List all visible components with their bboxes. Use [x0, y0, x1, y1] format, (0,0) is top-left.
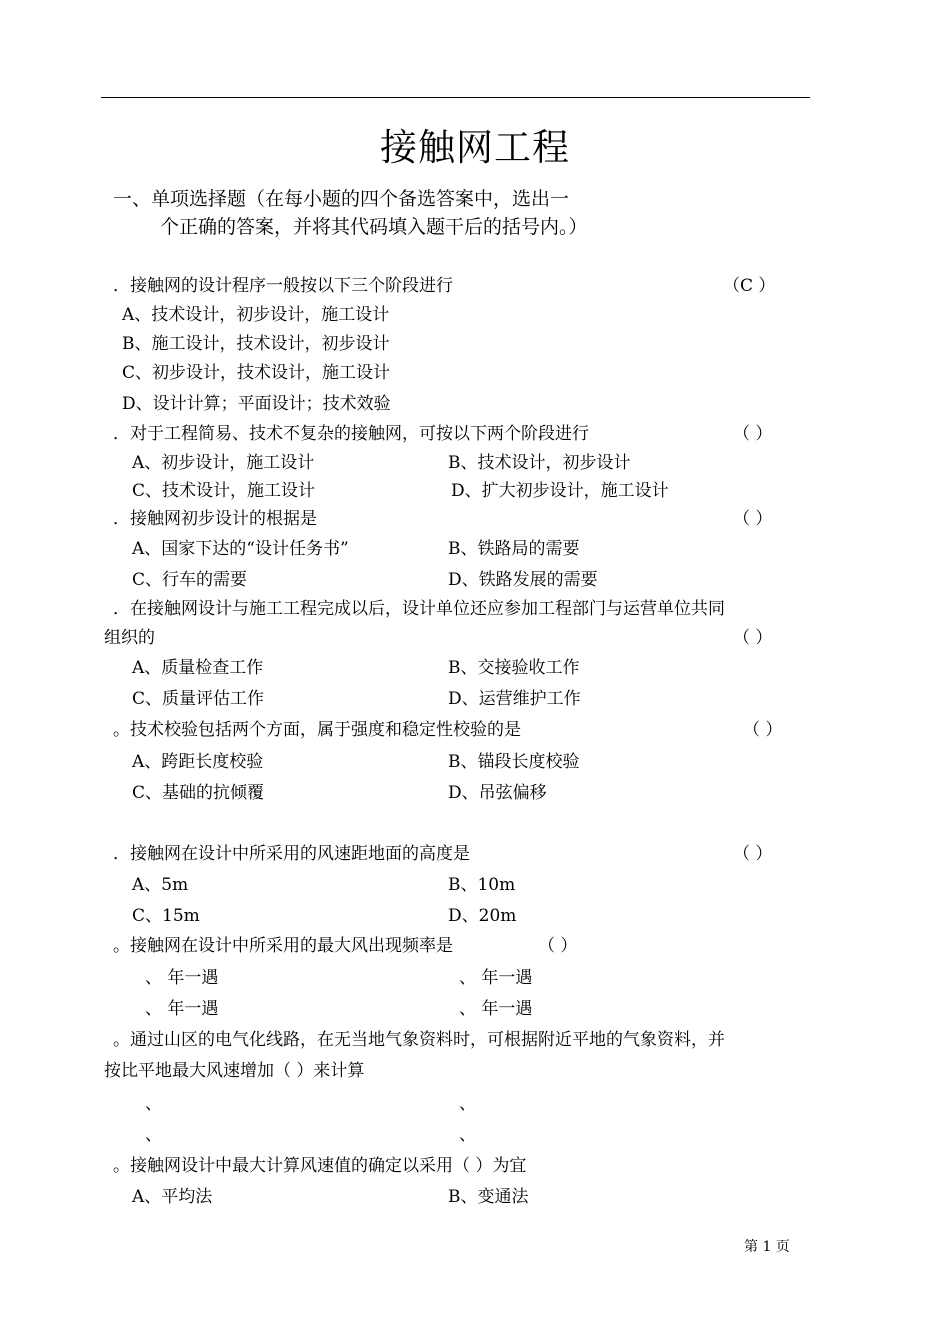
- question-3-answer: （ ）: [733, 509, 773, 529]
- question-4-stem: ．在接触网设计与施工工程完成以后，设计单位还应参加工程部门与运营单位共同: [113, 599, 725, 619]
- question-3-stem: ．接触网初步设计的根据是: [113, 509, 317, 529]
- question-3-option-a: A、国家下达的“设计任务书”: [132, 539, 349, 559]
- question-7-option-d: 、 年一遇: [459, 999, 533, 1019]
- question-5-option-c: C、基础的抗倾覆: [132, 783, 265, 803]
- question-8-stem: 。通过山区的电气化线路，在无当地气象资料时，可根据附近平地的气象资料，并: [113, 1030, 725, 1050]
- question-6-option-d: D、20m: [448, 906, 517, 926]
- question-3-option-d: D、铁路发展的需要: [448, 570, 598, 590]
- question-2-answer: （ ）: [733, 424, 773, 444]
- question-2-option-b: B、技术设计，初步设计: [448, 453, 631, 473]
- question-4-option-d: D、运营维护工作: [448, 689, 581, 709]
- question-2-stem: ．对于工程简易、技术不复杂的接触网，可按以下两个阶段进行: [113, 424, 589, 444]
- question-6-option-b: B、10m: [448, 875, 516, 895]
- question-5-option-a: A、跨距长度校验: [132, 752, 264, 772]
- question-9-stem: 。接触网设计中最大计算风速值的确定以采用（ ）为宜: [113, 1156, 527, 1176]
- question-4-option-a: A、质量检查工作: [132, 658, 264, 678]
- question-1-option-b: B、施工设计，技术设计，初步设计: [122, 334, 390, 354]
- question-6-option-c: C、15m: [132, 906, 200, 926]
- question-6-answer: （ ）: [733, 844, 773, 864]
- question-5-stem: 。技术校验包括两个方面，属于强度和稳定性校验的是: [113, 720, 521, 740]
- question-9-option-a: A、平均法: [132, 1187, 213, 1207]
- question-6-stem: ．接触网在设计中所采用的风速距地面的高度是: [113, 844, 470, 864]
- question-2-option-a: A、初步设计，施工设计: [132, 453, 315, 473]
- question-3-option-c: C、行车的需要: [132, 570, 248, 590]
- question-6-option-a: A、5m: [132, 875, 189, 895]
- question-1-option-a: A、技术设计，初步设计，施工设计: [122, 305, 390, 325]
- question-8-option-d: 、: [459, 1125, 476, 1145]
- header-rule: [101, 97, 810, 98]
- question-2-option-c: C、技术设计，施工设计: [132, 481, 316, 501]
- question-4-answer: （ ）: [733, 628, 773, 648]
- question-4-option-c: C、质量评估工作: [132, 689, 265, 709]
- question-9-option-b: B、变通法: [448, 1187, 529, 1207]
- question-7-stem: 。接触网在设计中所采用的最大风出现频率是: [113, 936, 453, 956]
- question-4-option-b: B、交接验收工作: [448, 658, 580, 678]
- page-number: 第 1 页: [744, 1239, 790, 1255]
- question-8-option-a: 、: [145, 1094, 162, 1114]
- question-5-option-d: D、吊弦偏移: [448, 783, 547, 803]
- question-5-answer: （ ）: [743, 720, 783, 740]
- question-7-option-c: 、 年一遇: [145, 999, 219, 1019]
- question-8-option-b: 、: [459, 1094, 476, 1114]
- question-8-option-c: 、: [145, 1125, 162, 1145]
- document-title: 接触网工程: [380, 126, 570, 169]
- question-2-option-d: D、扩大初步设计，施工设计: [451, 481, 669, 501]
- question-7-answer: （ ）: [538, 936, 578, 956]
- question-1-option-c: C、初步设计，技术设计，施工设计: [122, 363, 391, 383]
- question-4-stem-continued: 组织的: [104, 628, 155, 648]
- question-7-option-a: 、 年一遇: [145, 968, 219, 988]
- question-5-option-b: B、锚段长度校验: [448, 752, 580, 772]
- question-1-option-d: D、设计计算；平面设计；技术效验: [122, 394, 391, 414]
- question-1-answer: （C ）: [723, 276, 776, 296]
- question-3-option-b: B、铁路局的需要: [448, 539, 580, 559]
- question-7-option-b: 、 年一遇: [459, 968, 533, 988]
- question-1-stem: ．接触网的设计程序一般按以下三个阶段进行: [113, 276, 453, 296]
- section-heading-line-2: 个正确的答案，并将其代码填入题干后的括号内。）: [160, 216, 588, 238]
- question-8-stem-continued: 按比平地最大风速增加（ ）来计算: [104, 1061, 365, 1081]
- section-heading-line-1: 一、单项选择题（在每小题的四个备选答案中，选出一: [113, 188, 570, 210]
